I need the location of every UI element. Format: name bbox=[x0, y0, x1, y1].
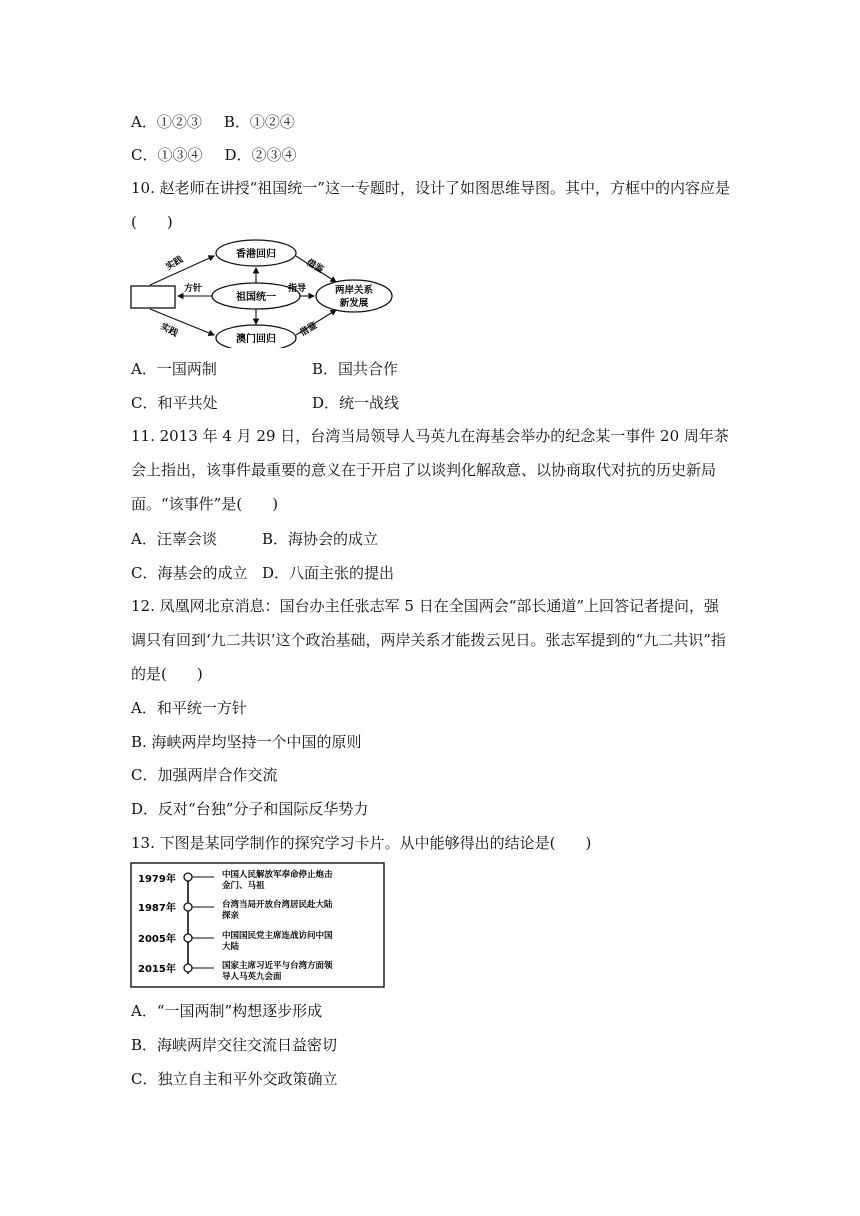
q12-option-c: C．加强两岸合作交流 bbox=[131, 766, 278, 784]
edge-label-ref-bottom: 借鉴 bbox=[298, 320, 320, 339]
node-top-label: 香港回归 bbox=[236, 249, 276, 260]
card-event-3-line1: 中国国民党主席连战访问中国 bbox=[222, 931, 333, 941]
q13-stem: 13. 下图是某同学制作的探究学习卡片。从中能够得出的结论是( ) bbox=[131, 834, 592, 852]
q10-option-c: C．和平共处 bbox=[131, 394, 218, 412]
q9-option-c: C．①③④ bbox=[131, 146, 203, 164]
q9-options-row-2 bbox=[131, 145, 297, 165]
q11-options-row-2 bbox=[131, 563, 394, 583]
q9-option-a: A．①②③ bbox=[131, 113, 202, 131]
q11-option-b: B．海协会的成立 bbox=[262, 530, 379, 548]
card-year-4: 2015年 bbox=[138, 964, 176, 975]
q11-option-a: A．汪辜会谈 bbox=[131, 530, 217, 548]
q10-option-b: B．国共合作 bbox=[312, 360, 399, 378]
q12-option-d: D．反对“台独”分子和国际反华势力 bbox=[131, 800, 369, 818]
blank-answer-box bbox=[131, 286, 175, 308]
card-event-3-line2: 大陆 bbox=[222, 942, 240, 952]
q11-option-c: C．海基会的成立 bbox=[131, 564, 248, 582]
q13-option-a: A．“一国两制”构想逐步形成 bbox=[131, 1002, 323, 1020]
q10-option-a: A．一国两制 bbox=[131, 360, 217, 378]
card-event-2-line2: 探亲 bbox=[222, 911, 240, 921]
node-center-label: 祖国统一 bbox=[236, 292, 276, 303]
q10-option-d: D．统一战线 bbox=[312, 394, 400, 412]
q13-option-c: C．独立自主和平外交政策确立 bbox=[131, 1070, 338, 1088]
q9-option-b: B．①②④ bbox=[223, 113, 295, 131]
node-right-label-1: 两岸关系 bbox=[334, 285, 374, 296]
card-event-2-line1: 台湾当局开放台湾居民赴大陆 bbox=[222, 900, 333, 910]
edge-label-policy: 方针 bbox=[184, 284, 203, 294]
q11-options-row-1 bbox=[131, 529, 378, 549]
edge-label-practice-top: 实践 bbox=[164, 254, 186, 273]
card-year-3: 2005年 bbox=[138, 934, 176, 945]
card-year-2: 1987年 bbox=[138, 903, 176, 914]
q10-options-row-1 bbox=[131, 359, 398, 379]
edge-label-guide: 指导 bbox=[288, 284, 307, 294]
node-bottom-label: 澳门回归 bbox=[236, 334, 276, 345]
edge-label-practice-bottom: 实践 bbox=[158, 321, 180, 340]
card-event-4-line1: 国家主席习近平与台湾方面领 bbox=[222, 961, 333, 971]
card-event-1-line2: 金门、马祖 bbox=[222, 881, 265, 891]
q10-stem: 10. 赵老师在讲授“祖国统一”这一专题时，设计了如图思维导图。其中，方框中的内容应是( ) bbox=[131, 179, 730, 231]
card-event-1-line1: 中国人民解放军奉命停止炮击 bbox=[222, 870, 333, 880]
q11-stem: 11. 2013 年 4 月 29 日，台湾当局领导人马英九在海基会举办的纪念某一事件 20 周年茶会上指出，该事件最重要的意义在于开启了以谈判化解敌意、以协商取代对抗的历史新局面。“该事件”是( ) bbox=[131, 427, 729, 513]
q13-study-card bbox=[130, 862, 386, 990]
q12-stem: 12. 凤凰网北京消息：国台办主任张志军 5 日在全国两会“部长通道”上回答记者提问，强调只有回到‘九二共识’这个政治基础，两岸关系才能拨云见日。张志军提到的“九二共识”指的是( ) bbox=[131, 597, 726, 683]
q10-options-row-2 bbox=[131, 393, 399, 413]
q9-option-d: D．②③④ bbox=[224, 146, 297, 164]
card-event-4-line2: 导人马英九会面 bbox=[222, 972, 282, 982]
q10-mind-map bbox=[128, 236, 398, 348]
q11-option-d: D．八面主张的提出 bbox=[262, 564, 395, 582]
edge-label-ref-top: 借鉴 bbox=[304, 257, 326, 276]
card-year-1: 1979年 bbox=[138, 874, 176, 885]
q12-option-a: A．和平统一方针 bbox=[131, 699, 247, 717]
q13-option-b: B．海峡两岸交往交流日益密切 bbox=[131, 1036, 338, 1054]
node-right-label-2: 新发展 bbox=[339, 298, 369, 309]
q12-option-b: B. 海峡两岸均坚持一个中国的原则 bbox=[131, 733, 362, 751]
q9-options-row-1 bbox=[131, 112, 295, 132]
